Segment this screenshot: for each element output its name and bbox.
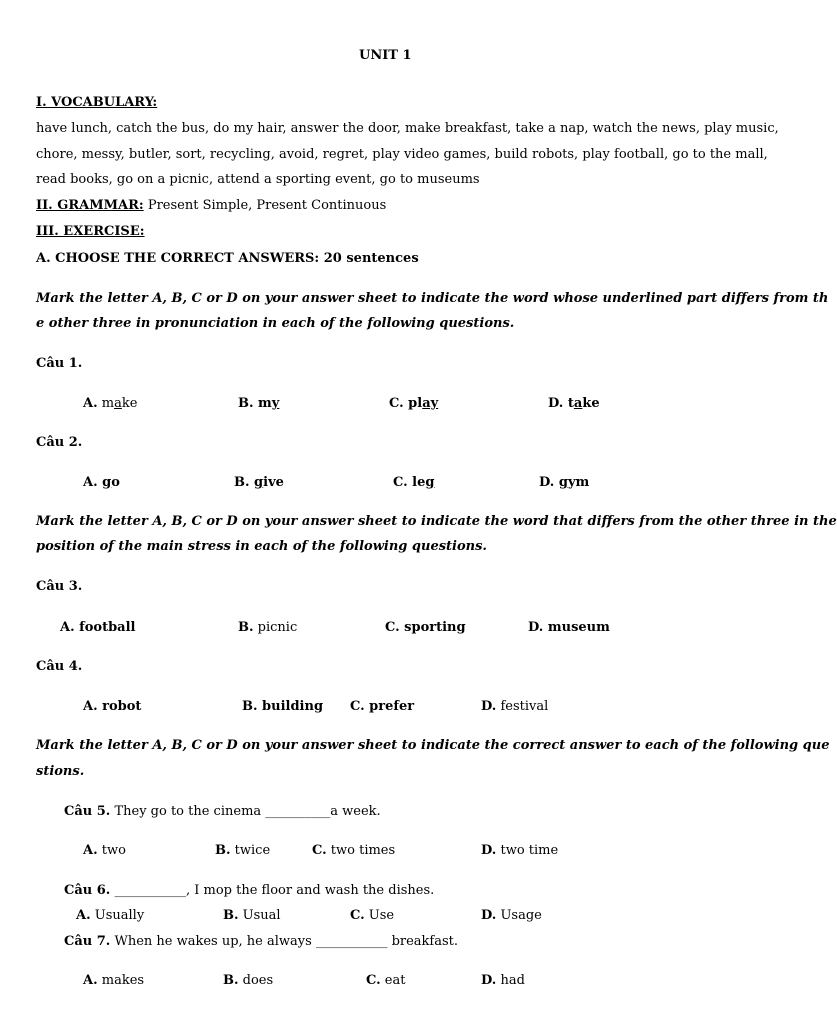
option-a: A. two xyxy=(83,843,126,858)
option-d: D. two time xyxy=(481,843,559,858)
instruction-line: stions. xyxy=(36,764,85,779)
option-b: B. does xyxy=(223,973,274,988)
vocabulary-line: read books, go on a picnic, attend a sporting event, go to museums xyxy=(36,172,480,187)
option-a: A. go xyxy=(83,475,120,490)
grammar-heading: II. GRAMMAR: xyxy=(36,198,144,213)
instruction-line: e other three in pronunciation in each of the following questions. xyxy=(36,316,515,331)
instruction-line: Mark the letter A, B, C or D on your answer sheet to indicate the correct answer to each of the following que xyxy=(36,738,830,753)
question-7: Câu 7. When he wakes up, he always ___________ breakfast. xyxy=(64,934,459,949)
option-b: B. give xyxy=(234,475,284,490)
exercise-heading: III. EXERCISE: xyxy=(36,224,145,239)
question-5: Câu 5. They go to the cinema __________a week. xyxy=(64,804,381,819)
instruction-line: Mark the letter A, B, C or D on your answer sheet to indicate the word whose underlined part differs from th xyxy=(36,291,829,306)
option-d: D. take xyxy=(548,396,600,411)
option-b: B. picnic xyxy=(238,620,298,635)
grammar-line xyxy=(36,198,386,213)
instruction-line: position of the main stress in each of the following questions. xyxy=(36,539,487,554)
option-c: C. play xyxy=(389,396,439,411)
vocabulary-line: have lunch, catch the bus, do my hair, answer the door, make breakfast, take a nap, watch the news, play music, xyxy=(36,121,779,136)
question-6: Câu 6. ___________, I mop the floor and wash the dishes. xyxy=(64,883,435,898)
option-c: C. sporting xyxy=(385,620,466,635)
option-a: A. makes xyxy=(83,973,145,988)
option-c: C. leg xyxy=(393,475,435,490)
option-d: D. Usage xyxy=(481,908,542,923)
question-label: Câu 3. xyxy=(36,579,83,594)
option-c: C. prefer xyxy=(350,699,415,714)
option-b: B. my xyxy=(238,396,280,411)
option-c: C. eat xyxy=(366,973,406,988)
option-a: A. make xyxy=(83,396,138,411)
option-c: C. two times xyxy=(312,843,396,858)
question-label: Câu 2. xyxy=(36,435,83,450)
option-b: B. building xyxy=(242,699,324,714)
option-b: B. twice xyxy=(215,843,271,858)
option-a: A. robot xyxy=(83,699,142,714)
option-d: D. gym xyxy=(539,475,590,490)
question-label: Câu 1. xyxy=(36,356,83,371)
instruction-line: Mark the letter A, B, C or D on your answer sheet to indicate the word that differs from the other three in the xyxy=(36,514,837,529)
option-d: D. museum xyxy=(528,620,610,635)
page-title: UNIT 1 xyxy=(359,48,412,63)
question-label: Câu 4. xyxy=(36,659,83,674)
grammar-text: Present Simple, Present Continuous xyxy=(143,198,387,213)
option-a: A. football xyxy=(60,620,136,635)
option-d: D. festival xyxy=(481,699,549,714)
vocabulary-line: chore, messy, butler, sort, recycling, avoid, regret, play video games, build robots, play football, go to the mall, xyxy=(36,147,768,162)
option-d: D. had xyxy=(481,973,525,988)
section-a-heading: A. CHOOSE THE CORRECT ANSWERS: 20 sentences xyxy=(36,251,419,266)
option-b: B. Usual xyxy=(223,908,281,923)
option-a: A. Usually xyxy=(76,908,145,923)
vocabulary-heading: I. VOCABULARY: xyxy=(36,95,158,110)
option-c: C. Use xyxy=(350,908,395,923)
